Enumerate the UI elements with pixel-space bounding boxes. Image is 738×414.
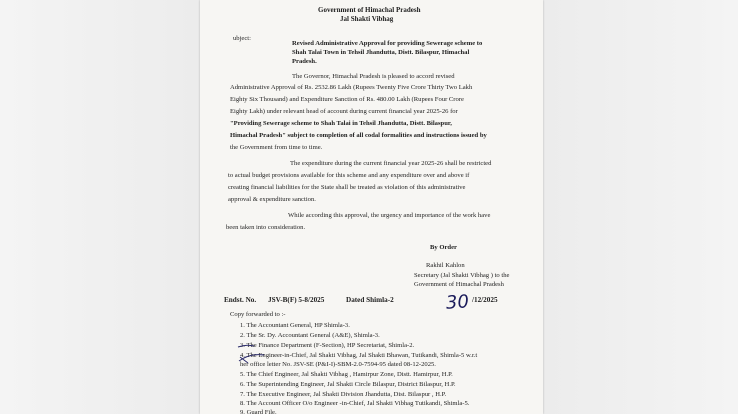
dated-label: Dated Shimla-2 <box>346 296 394 304</box>
para1-line-7: the Government from time to time. <box>230 144 323 151</box>
header-department: Jal Shakti Vibhag <box>340 15 394 23</box>
subject-line-1: Revised Administrative Approval for providing Sewerage scheme to <box>292 40 483 47</box>
para3-line-2: been taken into consideration. <box>226 224 306 231</box>
handwritten-day: 30 <box>445 291 470 314</box>
para3-line-1: While according this approval, the urgency and importance of the work have <box>288 212 491 219</box>
copy-item-1: 1. The Accountant General, HP Shimla-3. <box>240 322 350 329</box>
para1-line-5: "Providing Sewerage scheme to Shah Talai in Tehsil Jhandutta, Distt. Bilaspur, <box>230 120 452 127</box>
para1-line-6: Himachal Pradesh" subject to completion of all codal formalities and instructions issued by <box>230 132 487 139</box>
signatory-title-2: Government of Himachal Pradesh <box>414 281 504 288</box>
subject-line-3: Pradesh. <box>292 58 317 65</box>
copy-item-4-continued: her office letter No. JSV-SE (P&I-I)-SBM-2.0-7594-95 dated 08-12-2025. <box>240 361 436 368</box>
copy-item-9: 9. Guard File. <box>240 409 277 414</box>
para2-line-1: The expenditure during the current financial year 2025-26 shall be restricted <box>290 160 492 167</box>
copy-item-5: 5. The Chief Engineer, Jal Shakti Vibhag , Hamirpur Zone, Distt. Hamirpur, H.P. <box>240 371 453 378</box>
para1-line-2: Administrative Approval of Rs. 2532.86 Lakh (Rupees Twenty Five Crore Thirty Two Lakh <box>230 84 473 91</box>
para2-line-3: creating financial liabilities for the State shall be treated as violation of this administrative <box>228 184 466 191</box>
endst-label: Endst. No. <box>224 296 257 304</box>
copy-item-7: 7. The Executive Engineer, Jal Shakti Division Jhandutta, Dist. Bilaspur , H.P. <box>240 391 447 398</box>
right-background <box>543 0 738 414</box>
signatory-name: Rakhil Kahlon <box>426 262 465 269</box>
copy-item-4: 4. The Engineer-in-Chief, Jal Shakti Vibhag, Jal Shakti Bhawan, Tutikandi, Shimla-5 w.r.t <box>240 352 478 359</box>
para1-line-4: Eighty Lakh) under relevant head of account during current financial year 2025-26 for <box>230 108 458 115</box>
para1-line-3: Eighty Six Thousand) and Expenditure Sanction of Rs. 480.00 Lakh (Rupees Four Crore <box>230 96 464 103</box>
subject-label: ubject: <box>233 35 251 42</box>
signatory-title-1: Secretary (Jal Shakti Vibhag ) to the <box>414 272 510 279</box>
copy-item-2: 2. The Sr. Dy. Accountant General (A&E), Shimla-3. <box>240 332 380 339</box>
header-government: Government of Himachal Pradesh <box>318 6 421 14</box>
para1-line-1: The Governor, Himachal Pradesh is pleased to accord revised <box>292 73 455 80</box>
endst-number: JSV-B(F) 5-8/2025 <box>268 296 325 304</box>
document-page <box>200 0 543 414</box>
copy-item-8: 8. The Account Officer O/o Engineer -in-Chief, Jal Shakti Vibhag Tutikandi, Shimla-5. <box>240 400 470 407</box>
para2-line-2: to actual budget provisions available for this scheme and any expenditure over and above if <box>228 172 470 179</box>
copy-intro: Copy forwarded to :- <box>230 311 286 318</box>
by-order: By Order <box>430 244 457 251</box>
copy-item-3: 3. The Finance Department (F-Section), HP Secretariat, Shimla-2. <box>240 342 415 349</box>
left-background <box>0 0 200 414</box>
para2-line-4: approval & expenditure sanction. <box>228 196 316 203</box>
subject-line-2: Shah Talai Town in Tehsil Jhandutta, Distt. Bilaspur, Himachal <box>292 49 470 56</box>
handwritten-strike-marks <box>236 343 268 365</box>
date-suffix: /12/2025 <box>472 296 498 304</box>
copy-item-6: 6. The Superintending Engineer, Jal Shakti Circle Bilaspur, District Bilaspur, H.P. <box>240 381 456 388</box>
